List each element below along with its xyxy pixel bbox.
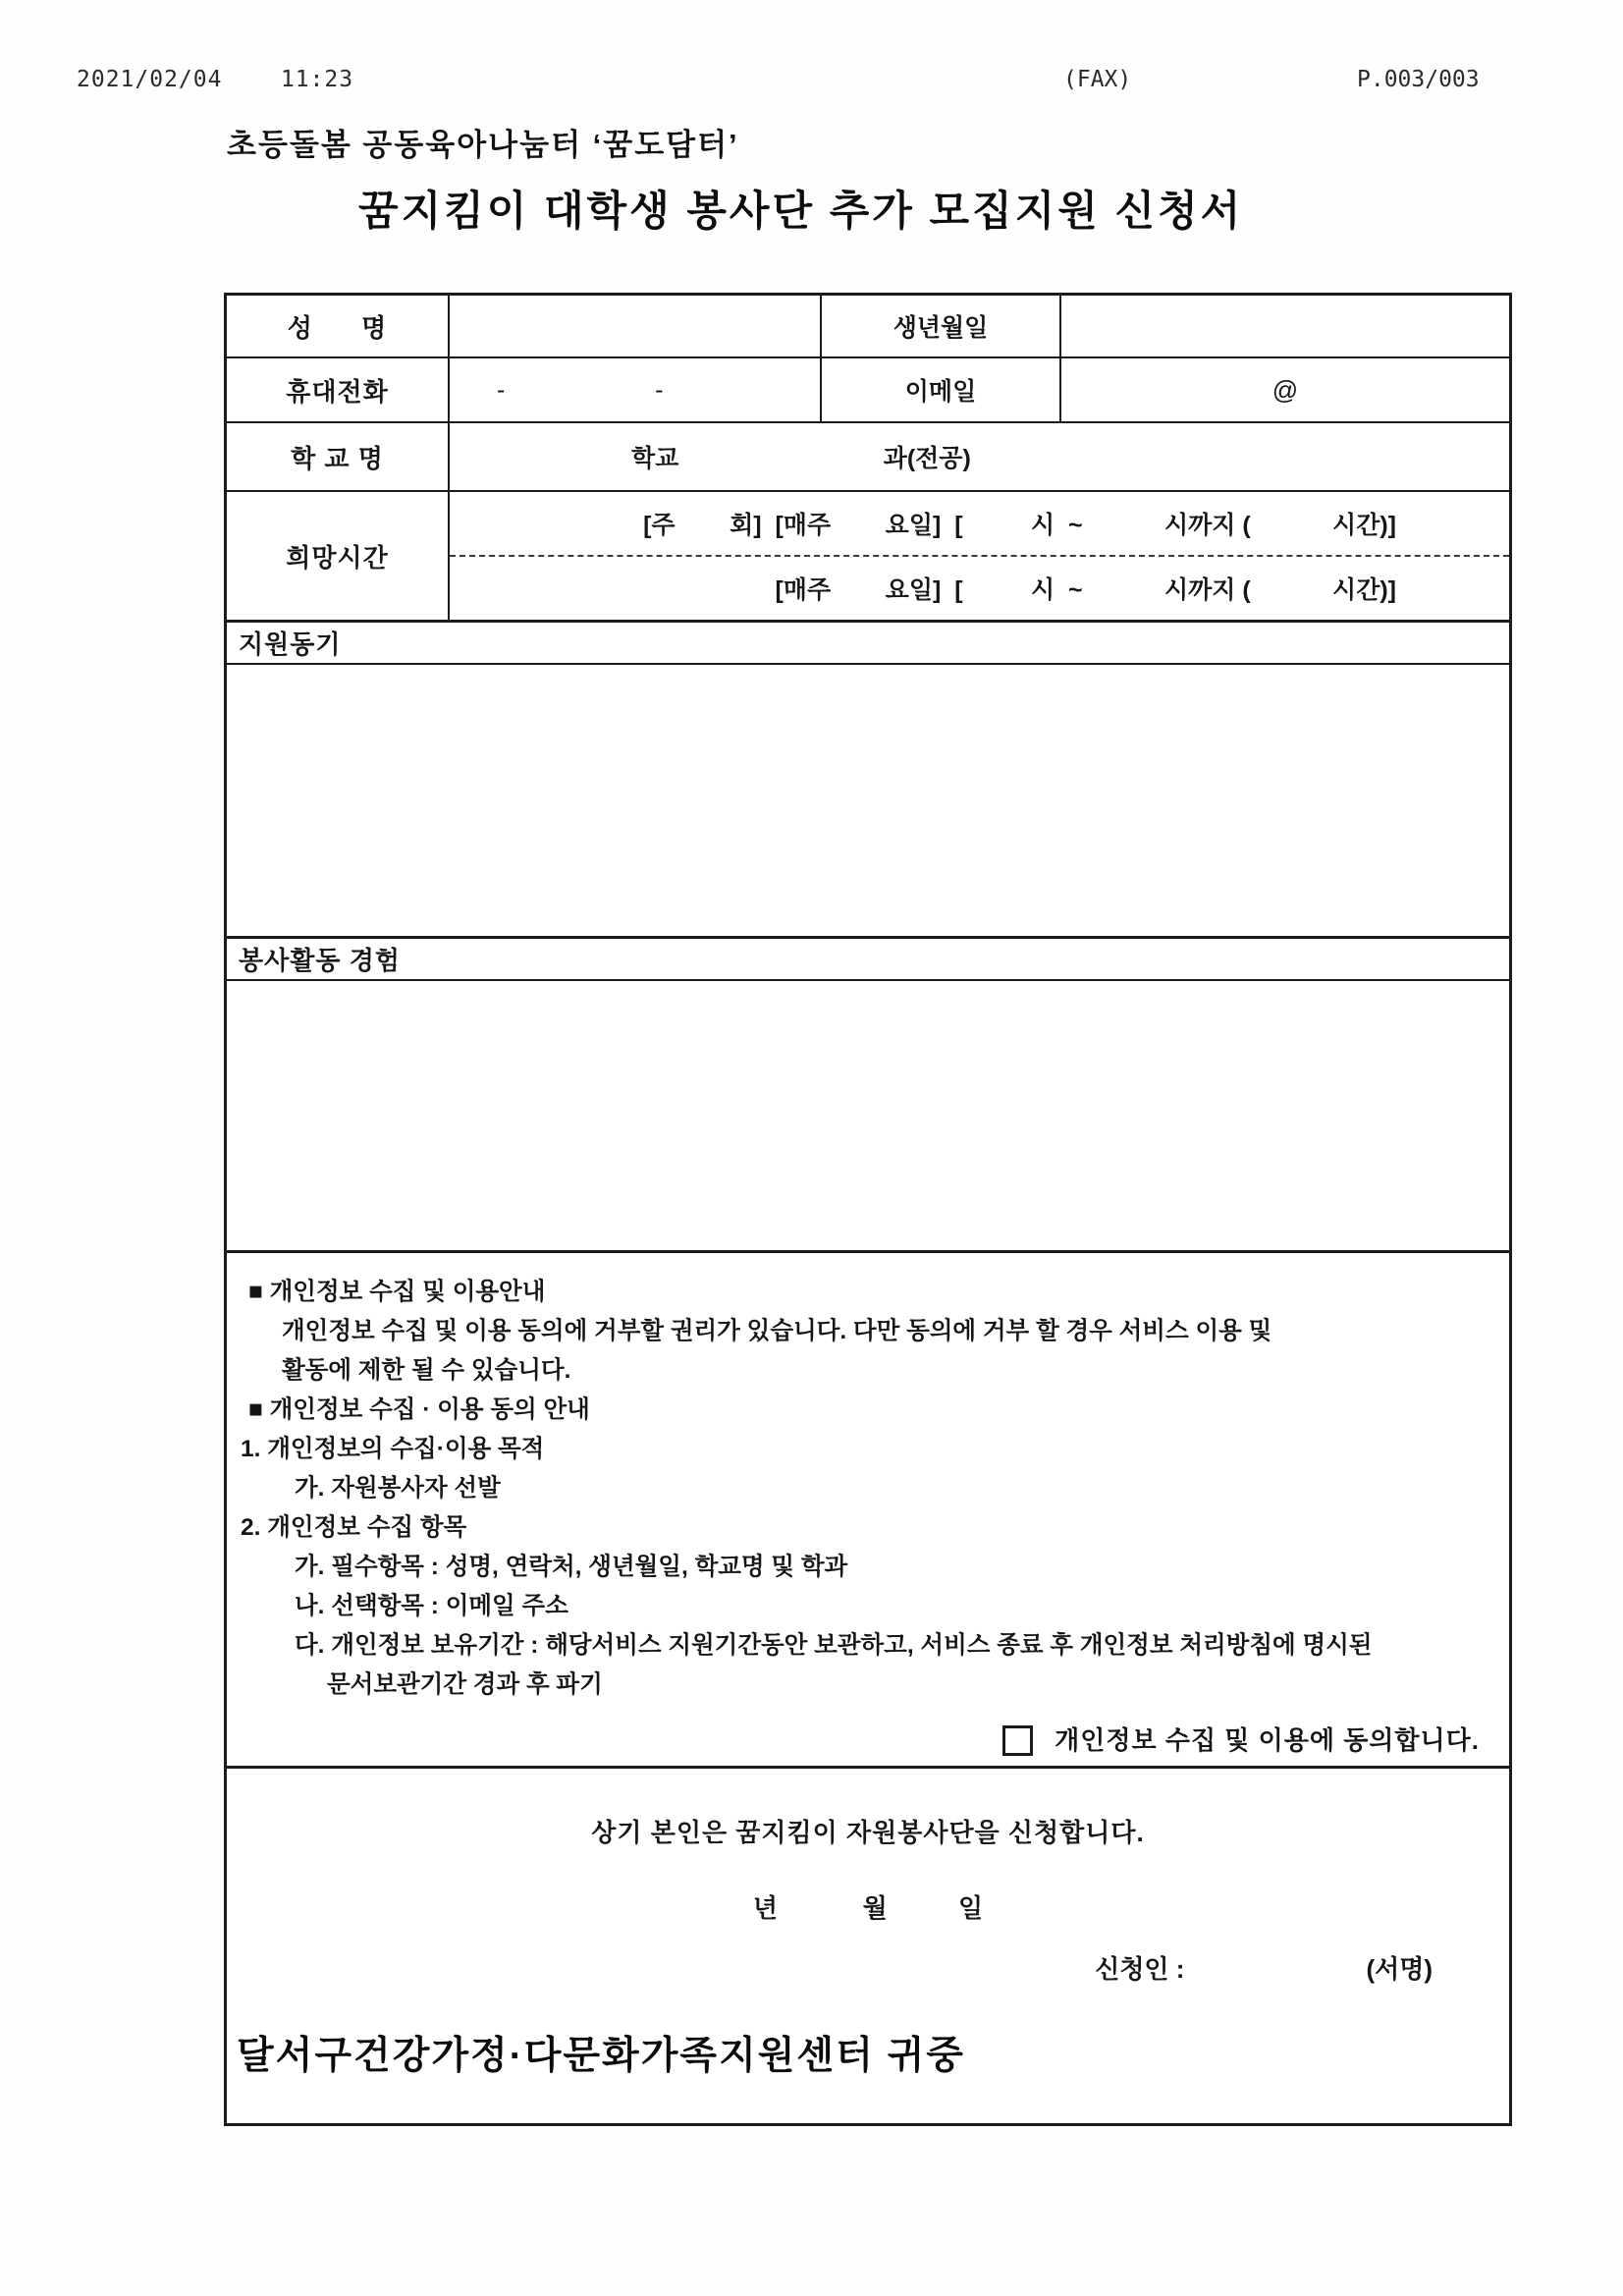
row-school: [227, 423, 1509, 492]
privacy-line: 활동에 제한 될 수 있습니다.: [282, 1357, 571, 1384]
privacy-line: 가. 자원봉사자 선발: [295, 1475, 501, 1502]
consent-label: 개인정보 수집 및 이용에 동의합니다.: [1055, 1725, 1480, 1755]
name-field[interactable]: [450, 296, 822, 356]
signature-placeholder: (서명): [1366, 1954, 1433, 1984]
email-field[interactable]: @: [1271, 374, 1299, 405]
experience-label: 봉사활동 경험: [239, 946, 401, 975]
experience-input-area[interactable]: [227, 981, 1509, 1250]
fax-datetime: 2021/02/04 11:23: [77, 67, 354, 92]
privacy-notice: [227, 1253, 1509, 1766]
row-name-birth: [227, 296, 1509, 358]
desired-time-label: 희망시간: [227, 492, 450, 620]
motivation-label: 지원동기: [239, 629, 342, 659]
page-title: 꿈지킴이 대학생 봉사단 추가 모집지원 신청서: [358, 188, 1244, 234]
signature-section: [227, 1769, 1509, 2123]
school-label: 학 교 명: [227, 423, 450, 490]
name-label: 성 명: [227, 296, 450, 356]
privacy-line: 2. 개인정보 수집 항목: [241, 1514, 467, 1541]
doc-subtitle: 초등돌봄 공동육아나눔터 ‘꿈도담터’: [227, 128, 739, 162]
privacy-row: [227, 1253, 1509, 1769]
phone-label: 휴대전화: [227, 358, 450, 421]
birth-field[interactable]: [1061, 296, 1509, 356]
motivation-row: [227, 665, 1509, 939]
experience-header-row: [227, 939, 1509, 981]
fax-page-number: P.003/003: [1357, 67, 1480, 92]
applicant-row: [227, 1949, 1509, 1986]
fax-header: [0, 67, 1623, 100]
application-form: [224, 293, 1512, 2126]
privacy-line: 나. 선택항목 : 이메일 주소: [295, 1593, 568, 1619]
privacy-line: 1. 개인정보의 수집·이용 목적: [241, 1436, 545, 1462]
recipient-text: 달서구건강가정·다문화가족지원센터 귀중: [237, 2035, 965, 2077]
email-label: 이메일: [822, 358, 1061, 421]
motivation-header-row: [227, 623, 1509, 665]
consent-row: [241, 1721, 1493, 1760]
declaration-text: 상기 본인은 꿈지킴이 자원봉사단을 신청합니다.: [591, 1818, 1145, 1847]
privacy-line: ■ 개인정보 수집 · 이용 동의 안내: [248, 1396, 590, 1423]
privacy-line: ■ 개인정보 수집 및 이용안내: [248, 1279, 546, 1305]
applicant-label: 신청인 :: [1095, 1954, 1185, 1984]
birth-label: 생년월일: [822, 296, 1061, 356]
phone-field[interactable]: - -: [450, 358, 822, 421]
signature-row: [227, 1769, 1509, 2123]
time-slot-2[interactable]: [매주 요일] [ 시 ~ 시까지 ( 시간)]: [775, 576, 1396, 604]
privacy-line: 개인정보 수집 및 이용 동의에 거부할 권리가 있습니다. 다만 동의에 거부 할 경우 서비스 이용 및: [282, 1318, 1272, 1344]
desired-time-fields: [450, 492, 1509, 620]
fax-label: (FAX): [1063, 67, 1132, 92]
privacy-line: 다. 개인정보 보유기간 : 해당서비스 지원기간동안 보관하고, 서비스 종료 후 개인정보 처리방침에 명시된: [295, 1632, 1373, 1659]
date-line[interactable]: 년 월 일: [752, 1893, 984, 1923]
privacy-line: 문서보관기간 경과 후 파기: [327, 1671, 603, 1698]
privacy-line: 가. 필수항목 : 성명, 연락처, 생년월일, 학교명 및 학과: [295, 1554, 848, 1580]
experience-row: [227, 981, 1509, 1253]
time-slot-1[interactable]: [주 회] [매주 요일] [ 시 ~ 시까지 ( 시간)]: [450, 492, 1509, 557]
consent-checkbox[interactable]: [1002, 1725, 1033, 1756]
row-desired-time: [227, 492, 1509, 623]
motivation-input-area[interactable]: [227, 665, 1509, 936]
school-field[interactable]: 학교 과(전공): [631, 445, 971, 472]
row-phone-email: [227, 358, 1509, 423]
